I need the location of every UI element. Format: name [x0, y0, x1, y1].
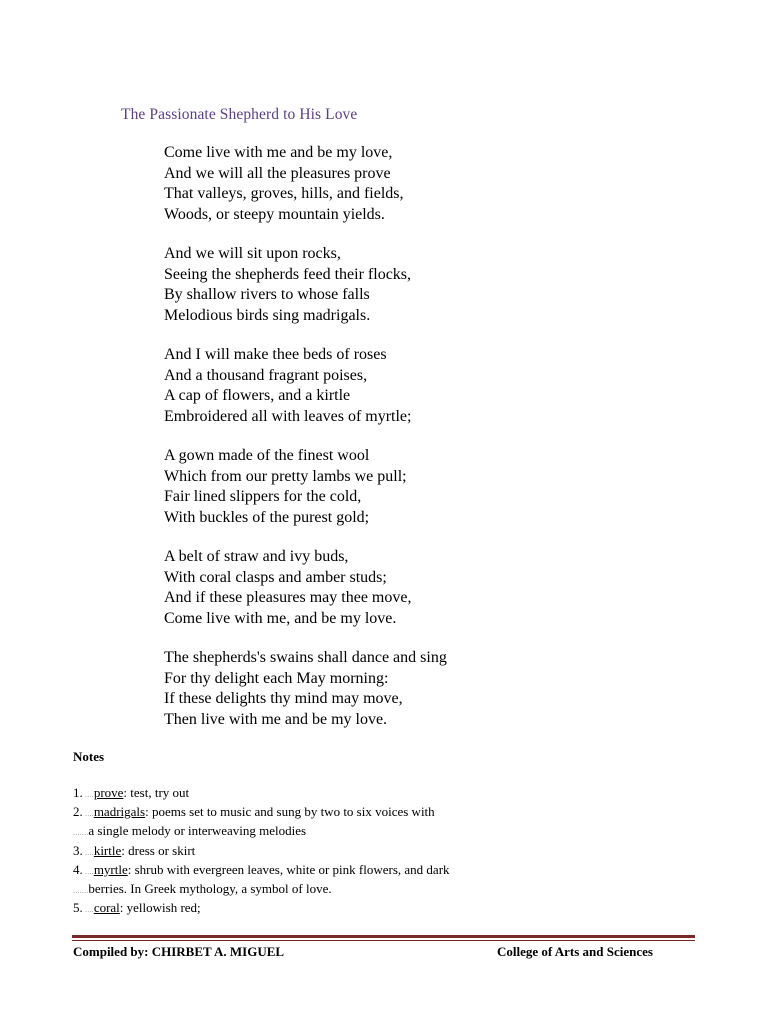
note-definition: : yellowish red;: [119, 900, 201, 916]
poem-line: A belt of straw and ivy buds,: [164, 548, 349, 565]
dot-leader: ....: [85, 790, 94, 799]
note-number: 5.: [73, 900, 83, 916]
footer-rule-thick: [72, 935, 695, 938]
note-continuation: berries. In Greek mythology, a symbol of love.: [88, 881, 332, 897]
poem-line: Fair lined slippers for the cold,: [164, 488, 362, 505]
poem-line: That valleys, groves, hills, and fields,: [164, 185, 404, 202]
note-term: coral: [93, 900, 120, 916]
note-continuation-line: [73, 880, 693, 899]
poem-line: By shallow rivers to whose falls: [164, 286, 370, 303]
poem-body: [164, 143, 604, 749]
poem-line: Seeing the shepherds feed their flocks,: [164, 265, 412, 283]
stanza: [164, 446, 604, 528]
footer-college: College of Arts and Sciences: [497, 944, 653, 959]
note-number: 1.: [73, 785, 83, 800]
stanza: [164, 143, 604, 225]
poem-line: Come live with me and be my love,: [164, 144, 393, 161]
poem-line: With buckles of the purest gold;: [164, 508, 370, 526]
poem-line: With coral clasps and amber studs;: [164, 568, 387, 586]
dot-leader: ....: [85, 905, 94, 915]
poem-line: If these delights thy mind may move,: [164, 690, 403, 707]
note-continuation-line: [73, 822, 693, 841]
note-continuation: a single melody or interweaving melodies: [88, 823, 307, 839]
dot-leader: ....: [85, 847, 94, 857]
note-item: [73, 861, 693, 880]
poem-line: For thy delight each May morning:: [164, 669, 389, 687]
poem-line: Which from our pretty lambs we pull;: [164, 467, 407, 485]
note-definition: : test, try out: [123, 785, 190, 800]
dot-leader: .......: [73, 828, 89, 838]
stanza: [164, 648, 604, 730]
note-term: madrigals: [93, 804, 146, 820]
footer-compiler: Compiled by: CHIRBET A. MIGUEL: [73, 944, 285, 959]
dot-leader: .......: [73, 886, 89, 896]
note-definition: : poems set to music and sung by two to six voices with: [145, 804, 435, 820]
poem-line: A gown made of the finest wool: [164, 447, 370, 464]
poem-line: Woods, or steepy mountain yields.: [164, 205, 385, 223]
stanza: [164, 547, 604, 629]
note-item: [73, 842, 693, 861]
poem-line: A cap of flowers, and a kirtle: [164, 387, 351, 404]
notes-heading: Notes: [73, 749, 105, 764]
poem-line: Melodious birds sing madrigals.: [164, 306, 371, 324]
poem-line: The shepherds's swains shall dance and sing: [164, 649, 447, 666]
dot-leader: ....: [85, 866, 94, 876]
poem-line: And I will make thee beds of roses: [164, 346, 387, 363]
footer-rule-thin: [72, 940, 695, 941]
dot-leader: ....: [85, 809, 94, 819]
poem-line: And we will sit upon rocks,: [164, 245, 341, 262]
note-item: [73, 803, 693, 822]
poem-line: And we will all the pleasures prove: [164, 164, 391, 182]
note-term: kirtle: [93, 842, 122, 858]
poem-line: Embroidered all with leaves of myrtle;: [164, 407, 412, 425]
note-term: myrtle: [93, 861, 128, 877]
note-item: [73, 899, 693, 918]
notes-list: [73, 784, 693, 918]
stanza: [164, 345, 604, 427]
stanza: [164, 244, 604, 326]
note-item: [73, 784, 693, 803]
note-number: 2.: [73, 804, 83, 820]
poem-line: And a thousand fragrant poises,: [164, 366, 368, 384]
poem-title: The Passionate Shepherd to His Love: [121, 106, 358, 123]
note-term: prove: [93, 785, 124, 800]
note-definition: : shrub with evergreen leaves, white or pink flowers, and dark: [127, 861, 450, 877]
poem-line: And if these pleasures may thee move,: [164, 589, 412, 606]
poem-line: Then live with me and be my love.: [164, 710, 388, 728]
note-number: 4.: [73, 861, 83, 877]
poem-line: Come live with me, and be my love.: [164, 609, 397, 627]
note-number: 3.: [73, 842, 83, 858]
note-definition: : dress or skirt: [121, 842, 196, 858]
